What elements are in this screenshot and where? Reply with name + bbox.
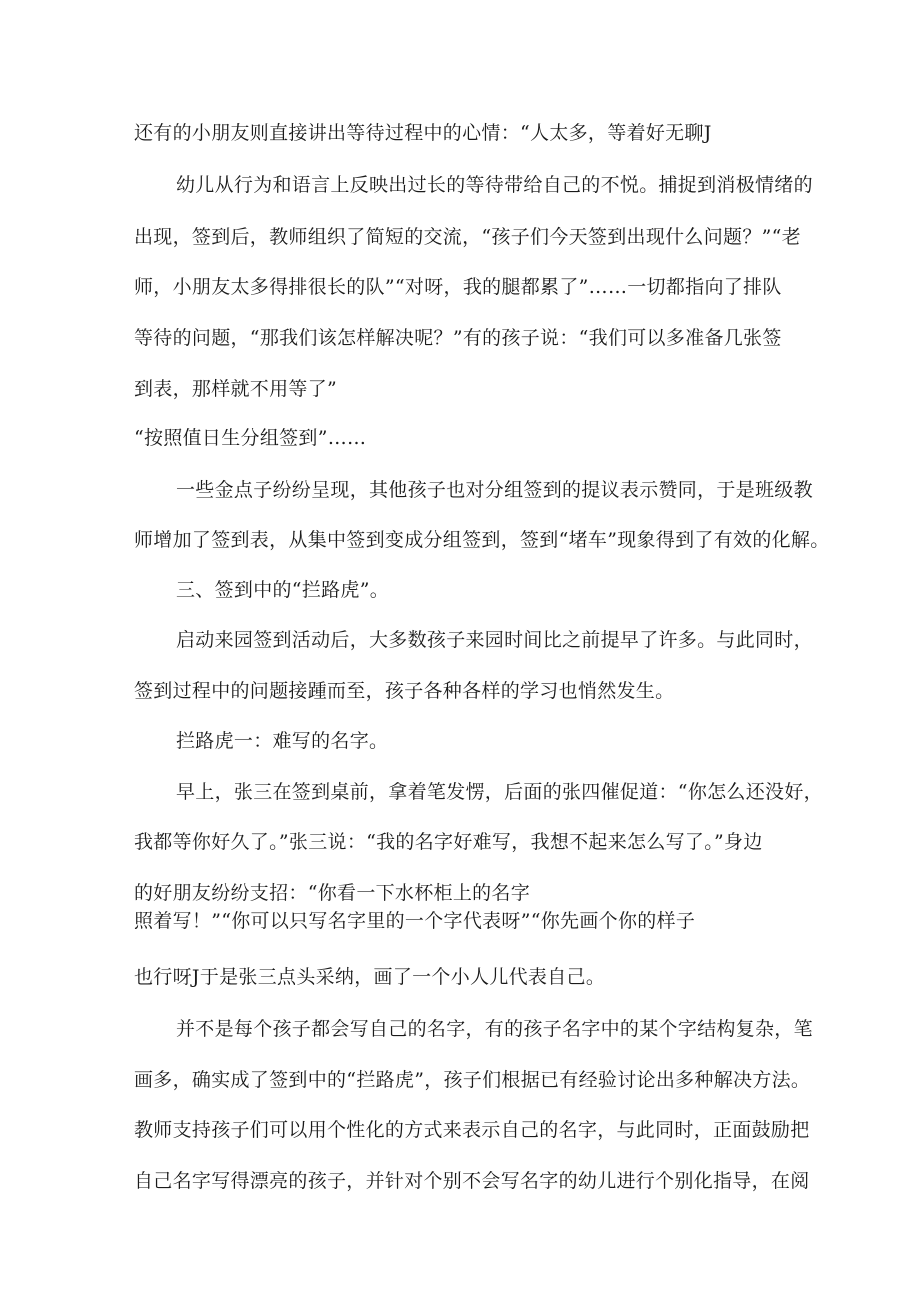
text-line: 我都等你好久了。”张三说：“我的名字好难写，我想不起来怎么写了。”身边	[134, 831, 763, 853]
paragraph-start: 早上，张三在签到桌前，拿着笔发愣，后面的张四催促道：“你怎么还没好，	[176, 781, 823, 803]
text-line: 师增加了签到表，从集中签到变成分组签到，签到“堵车”现象得到了有效的化解。	[134, 529, 830, 551]
sub-heading: 拦路虎一：难写的名字。	[176, 730, 389, 752]
text-line: 也行呀J于是张三点头采纳，画了一个小人儿代表自己。	[134, 966, 606, 988]
text-line: 出现，签到后，教师组织了简短的交流，“孩子们今天签到出现什么问题？”“老	[134, 226, 801, 248]
text-line: 教师支持孩子们可以用个性化的方式来表示自己的名字，与此同时，正面鼓励把	[134, 1119, 810, 1141]
text-line: “按照值日生分组签到”……	[134, 427, 367, 449]
paragraph-start: 并不是每个孩子都会写自己的名字，有的孩子名字中的某个字结构复杂，笔	[176, 1018, 813, 1040]
text-line: 师，小朋友太多得排很长的队”“对呀，我的腿都累了”……一切都指向了排队	[134, 276, 782, 298]
text-line: 签到过程中的问题接踵而至，孩子各种各样的学习也悄然发生。	[134, 680, 675, 702]
text-line: 画多，确实成了签到中的“拦路虎”，孩子们根据已有经验讨论出多种解决方法。	[134, 1069, 811, 1091]
section-heading: 三、签到中的“拦路虎”。	[176, 579, 390, 601]
text-line: 到表，那样就不用等了”	[134, 378, 338, 400]
paragraph-start: 启动来园签到活动后，大多数孩子来园时间比之前提早了许多。与此同时，	[176, 629, 813, 651]
text-line: 还有的小朋友则直接讲出等待过程中的心情：“人太多，等着好无聊J	[134, 122, 712, 144]
paragraph-start: 一些金点子纷纷呈现，其他孩子也对分组签到的提议表示赞同，于是班级教	[176, 479, 813, 501]
text-line: 的好朋友纷纷支招：“你看一下水杯柜上的名字	[134, 882, 531, 904]
text-line: 自己名字写得漂亮的孩子，并针对个别不会写名字的幼儿进行个别化指导，在阅	[134, 1170, 810, 1192]
text-line: 照着写！”“你可以只写名字里的一个字代表呀”“你先画个你的样子	[134, 910, 696, 932]
paragraph-start: 幼儿从行为和语言上反映出过长的等待带给自己的不悦。捕捉到消极情绪的	[176, 174, 813, 196]
text-line: 等待的问题，“那我们该怎样解决呢？”有的孩子说：“我们可以多准备几张签	[134, 327, 782, 349]
